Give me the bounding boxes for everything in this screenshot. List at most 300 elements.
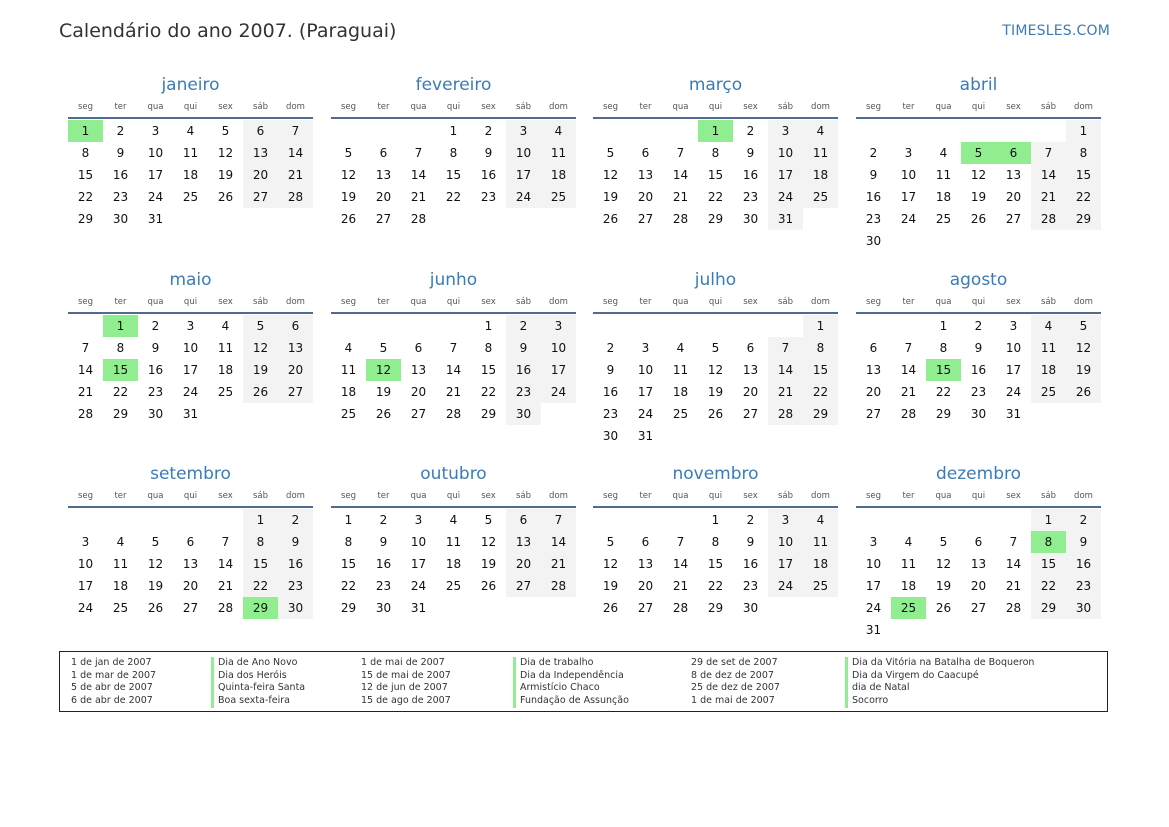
day-cell: 12 (147, 557, 164, 571)
day-cell: 7 (414, 146, 423, 160)
day-cell: 28 (1031, 208, 1066, 230)
day-cell: 20 (278, 359, 313, 381)
day-cell: 14 (672, 557, 689, 571)
empty-cell (891, 315, 926, 337)
weekday-label: qua (410, 491, 427, 501)
day-cell: 8 (1031, 531, 1066, 553)
day-cell: 2 (869, 146, 878, 160)
day-cell: 9 (746, 535, 755, 549)
day-cell: 3 (151, 124, 160, 138)
legend-dates-column (691, 657, 780, 708)
day-cell: 24 (865, 601, 882, 615)
day-cell: 27 (278, 381, 313, 403)
header-rule (593, 117, 838, 119)
day-cell: 25 (217, 385, 234, 399)
day-cell: 1 (939, 319, 948, 333)
month-name: janeiro (161, 75, 220, 95)
day-cell: 30 (112, 212, 129, 226)
month-janeiro (68, 72, 313, 230)
day-cell: 23 (742, 190, 759, 204)
day-cell: 18 (900, 579, 917, 593)
day-cell: 27 (410, 407, 427, 421)
day-cell: 5 (939, 535, 948, 549)
legend-holiday-name: Quinta-feira Santa (211, 682, 305, 695)
weekday-label: dom (811, 297, 830, 307)
day-cell: 15 (445, 168, 462, 182)
day-cell: 6 (506, 509, 541, 531)
weekday-label: ter (902, 297, 915, 307)
legend-names-column (513, 657, 629, 708)
weekday-label: ter (377, 102, 390, 112)
weekday-label: dom (1074, 297, 1093, 307)
weekday-label: ter (377, 297, 390, 307)
weekday-label: ter (902, 491, 915, 501)
day-cell: 4 (803, 509, 838, 531)
weekday-header (68, 487, 313, 505)
day-cell: 16 (480, 168, 497, 182)
day-cell: 6 (996, 142, 1031, 164)
days-grid (68, 120, 313, 230)
day-cell: 3 (1009, 319, 1018, 333)
day-cell: 23 (147, 385, 164, 399)
day-cell: 28 (410, 212, 427, 226)
day-cell: 10 (77, 557, 94, 571)
day-cell: 5 (379, 341, 388, 355)
month-name: maio (169, 270, 212, 290)
day-cell: 14 (541, 531, 576, 553)
day-cell: 26 (707, 407, 724, 421)
day-cell: 20 (637, 190, 654, 204)
weekday-label: sex (743, 297, 758, 307)
day-cell: 10 (768, 142, 803, 164)
empty-cell (663, 509, 698, 531)
weekday-label: sex (1006, 491, 1021, 501)
empty-cell (856, 509, 891, 531)
day-cell: 11 (900, 557, 917, 571)
legend-holiday-name: Dia de trabalho (513, 657, 629, 670)
day-cell: 6 (379, 146, 388, 160)
day-cell: 8 (803, 337, 838, 359)
day-cell: 3 (768, 120, 803, 142)
day-cell: 31 (865, 623, 882, 637)
day-cell: 9 (278, 531, 313, 553)
empty-cell (68, 509, 103, 531)
header-rule (68, 506, 313, 508)
day-cell: 18 (672, 385, 689, 399)
weekday-label: seg (865, 297, 882, 307)
weekday-label: qua (672, 491, 689, 501)
day-cell: 27 (742, 407, 759, 421)
day-cell: 8 (243, 531, 278, 553)
weekday-label: sáb (515, 297, 532, 307)
weekday-label: qui (183, 102, 198, 112)
day-cell: 10 (637, 363, 654, 377)
day-cell: 13 (410, 363, 427, 377)
day-cell: 26 (1066, 381, 1101, 403)
day-cell: 11 (541, 142, 576, 164)
header-rule (593, 312, 838, 314)
day-cell: 19 (1066, 359, 1101, 381)
day-cell: 1 (711, 513, 720, 527)
empty-cell (436, 315, 471, 337)
day-cell: 12 (970, 168, 987, 182)
weekday-label: sex (481, 297, 496, 307)
day-cell: 5 (221, 124, 230, 138)
day-cell: 9 (974, 341, 983, 355)
day-cell: 7 (676, 146, 685, 160)
day-cell: 1 (103, 315, 138, 337)
day-cell: 10 (147, 146, 164, 160)
day-cell: 11 (445, 535, 462, 549)
day-cell: 14 (1005, 557, 1022, 571)
days-grid (593, 315, 838, 447)
day-cell: 1 (1066, 120, 1101, 142)
weekday-label: qua (672, 297, 689, 307)
day-cell: 7 (449, 341, 458, 355)
day-cell: 31 (147, 212, 164, 226)
empty-cell (138, 509, 173, 531)
day-cell: 10 (865, 557, 882, 571)
day-cell: 7 (541, 509, 576, 531)
weekday-label: ter (639, 491, 652, 501)
day-cell: 14 (900, 363, 917, 377)
day-cell: 26 (970, 212, 987, 226)
day-cell: 4 (803, 120, 838, 142)
day-cell: 20 (410, 385, 427, 399)
weekday-label: sáb (515, 102, 532, 112)
day-cell: 17 (77, 579, 94, 593)
weekday-label: sáb (252, 491, 269, 501)
day-cell: 22 (112, 385, 129, 399)
day-cell: 9 (379, 535, 388, 549)
day-cell: 19 (602, 579, 619, 593)
legend-date: 6 de abr de 2007 (71, 695, 153, 707)
weekday-label: qui (971, 491, 986, 501)
weekday-label: ter (639, 297, 652, 307)
weekday-label: seg (77, 491, 94, 501)
day-cell: 29 (112, 407, 129, 421)
day-cell: 4 (904, 535, 913, 549)
weekday-label: sáb (777, 102, 794, 112)
day-cell: 25 (112, 601, 129, 615)
weekday-label: dom (286, 297, 305, 307)
day-cell: 28 (900, 407, 917, 421)
day-cell: 19 (602, 190, 619, 204)
day-cell: 23 (865, 212, 882, 226)
month-name: dezembro (936, 464, 1021, 484)
weekday-label: sex (481, 491, 496, 501)
day-cell: 21 (217, 579, 234, 593)
day-cell: 3 (641, 341, 650, 355)
day-cell: 13 (506, 531, 541, 553)
month-setembro (68, 461, 313, 619)
days-grid (68, 509, 313, 619)
day-cell: 24 (506, 186, 541, 208)
day-cell: 30 (147, 407, 164, 421)
day-cell: 6 (746, 341, 755, 355)
empty-cell (961, 509, 996, 531)
weekday-label: qua (410, 102, 427, 112)
day-cell: 4 (344, 341, 353, 355)
weekday-label: sáb (1040, 102, 1057, 112)
day-cell: 19 (340, 190, 357, 204)
day-cell: 15 (707, 168, 724, 182)
day-cell: 31 (768, 208, 803, 230)
day-cell: 4 (116, 535, 125, 549)
legend-names-column (211, 657, 305, 708)
day-cell: 2 (606, 341, 615, 355)
day-cell: 22 (77, 190, 94, 204)
legend-date: 1 de mai de 2007 (361, 657, 445, 668)
day-cell: 23 (112, 190, 129, 204)
day-cell: 15 (103, 359, 138, 381)
days-grid (331, 120, 576, 230)
day-cell: 30 (602, 429, 619, 443)
day-cell: 24 (147, 190, 164, 204)
empty-cell (628, 120, 663, 142)
day-cell: 24 (768, 575, 803, 597)
day-cell: 5 (243, 315, 278, 337)
weekday-header (593, 98, 838, 116)
day-cell: 16 (375, 557, 392, 571)
month-fevereiro (331, 72, 576, 230)
legend-date: 1 de jan de 2007 (71, 657, 152, 668)
day-cell: 13 (637, 168, 654, 182)
day-cell: 12 (243, 337, 278, 359)
weekday-label: dom (286, 491, 305, 501)
day-cell: 28 (672, 212, 689, 226)
day-cell: 6 (974, 535, 983, 549)
holiday-legend (59, 651, 1108, 712)
day-cell: 11 (803, 142, 838, 164)
day-cell: 28 (768, 403, 803, 425)
empty-cell (1031, 120, 1066, 142)
day-cell: 1 (449, 124, 458, 138)
brand-link[interactable]: TIMESLES.COM (1002, 23, 1110, 39)
legend-holiday-name: Boa sexta-feira (211, 695, 305, 708)
day-cell: 19 (147, 579, 164, 593)
day-cell: 7 (768, 337, 803, 359)
day-cell: 25 (340, 407, 357, 421)
day-cell: 29 (480, 407, 497, 421)
header-rule (331, 117, 576, 119)
day-cell: 26 (243, 381, 278, 403)
weekday-label: seg (340, 297, 357, 307)
day-cell: 18 (803, 553, 838, 575)
weekday-label: ter (639, 102, 652, 112)
day-cell: 12 (366, 359, 401, 381)
legend-holiday-name: Dia da Independência (513, 670, 629, 683)
day-cell: 13 (278, 337, 313, 359)
weekday-header (593, 487, 838, 505)
weekday-label: qua (935, 491, 952, 501)
header-rule (331, 506, 576, 508)
day-cell: 8 (1066, 142, 1101, 164)
legend-date: 5 de abr de 2007 (71, 682, 153, 694)
day-cell: 14 (768, 359, 803, 381)
day-cell: 18 (340, 385, 357, 399)
day-cell: 10 (182, 341, 199, 355)
month-março (593, 72, 838, 230)
day-cell: 15 (1066, 164, 1101, 186)
header-rule (331, 312, 576, 314)
day-cell: 18 (182, 168, 199, 182)
day-cell: 9 (116, 146, 125, 160)
day-cell: 5 (344, 146, 353, 160)
day-cell: 29 (243, 597, 278, 619)
day-cell: 23 (278, 575, 313, 597)
day-cell: 18 (112, 579, 129, 593)
weekday-label: seg (865, 102, 882, 112)
day-cell: 21 (410, 190, 427, 204)
day-cell: 13 (243, 142, 278, 164)
day-cell: 25 (672, 407, 689, 421)
day-cell: 26 (935, 601, 952, 615)
day-cell: 20 (637, 579, 654, 593)
day-cell: 26 (217, 190, 234, 204)
day-cell: 17 (410, 557, 427, 571)
day-cell: 22 (445, 190, 462, 204)
day-cell: 28 (217, 601, 234, 615)
day-cell: 14 (410, 168, 427, 182)
day-cell: 20 (865, 385, 882, 399)
weekday-label: sex (481, 102, 496, 112)
day-cell: 5 (606, 146, 615, 160)
day-cell: 31 (637, 429, 654, 443)
day-cell: 2 (151, 319, 160, 333)
weekday-label: qua (935, 297, 952, 307)
day-cell: 16 (602, 385, 619, 399)
day-cell: 27 (506, 575, 541, 597)
empty-cell (68, 315, 103, 337)
day-cell: 5 (711, 341, 720, 355)
weekday-label: ter (377, 491, 390, 501)
day-cell: 2 (484, 124, 493, 138)
day-cell: 19 (217, 168, 234, 182)
day-cell: 23 (602, 407, 619, 421)
weekday-label: sex (1006, 297, 1021, 307)
month-name: abril (959, 75, 998, 95)
weekday-label: ter (114, 102, 127, 112)
empty-cell (331, 120, 366, 142)
day-cell: 14 (1031, 164, 1066, 186)
day-cell: 4 (541, 120, 576, 142)
header-rule (593, 506, 838, 508)
day-cell: 1 (1031, 509, 1066, 531)
empty-cell (628, 315, 663, 337)
day-cell: 27 (375, 212, 392, 226)
weekday-label: qui (971, 297, 986, 307)
empty-cell (593, 315, 628, 337)
day-cell: 17 (768, 553, 803, 575)
day-cell: 16 (742, 168, 759, 182)
day-cell: 7 (676, 535, 685, 549)
day-cell: 13 (742, 363, 759, 377)
day-cell: 17 (900, 190, 917, 204)
day-cell: 8 (449, 146, 458, 160)
weekday-label: qua (672, 102, 689, 112)
day-cell: 3 (904, 146, 913, 160)
day-cell: 3 (414, 513, 423, 527)
weekday-label: seg (340, 102, 357, 112)
day-cell: 9 (506, 337, 541, 359)
day-cell: 28 (1005, 601, 1022, 615)
page-title: Calendário do ano 2007. (Paraguai) (59, 20, 397, 42)
day-cell: 9 (606, 363, 615, 377)
weekday-label: sex (743, 102, 758, 112)
day-cell: 3 (869, 535, 878, 549)
days-grid (331, 315, 576, 425)
day-cell: 18 (541, 164, 576, 186)
weekday-header (331, 98, 576, 116)
day-cell: 28 (445, 407, 462, 421)
days-grid (856, 120, 1101, 252)
day-cell: 25 (541, 186, 576, 208)
month-novembro (593, 461, 838, 619)
day-cell: 11 (803, 531, 838, 553)
weekday-label: seg (602, 491, 619, 501)
empty-cell (663, 315, 698, 337)
days-grid (856, 315, 1101, 425)
day-cell: 29 (803, 403, 838, 425)
weekday-label: seg (77, 297, 94, 307)
day-cell: 2 (379, 513, 388, 527)
day-cell: 26 (480, 579, 497, 593)
day-cell: 16 (970, 363, 987, 377)
empty-cell (996, 120, 1031, 142)
legend-holiday-name: Armistício Chaco (513, 682, 629, 695)
day-cell: 1 (243, 509, 278, 531)
day-cell: 8 (116, 341, 125, 355)
weekday-label: dom (549, 102, 568, 112)
day-cell: 25 (803, 575, 838, 597)
day-cell: 10 (1005, 341, 1022, 355)
legend-holiday-name: Fundação de Assunção (513, 695, 629, 708)
day-cell: 18 (445, 557, 462, 571)
header-rule (856, 117, 1101, 119)
day-cell: 2 (746, 513, 755, 527)
day-cell: 13 (637, 557, 654, 571)
day-cell: 13 (865, 363, 882, 377)
day-cell: 10 (506, 142, 541, 164)
day-cell: 13 (375, 168, 392, 182)
day-cell: 2 (278, 509, 313, 531)
day-cell: 19 (243, 359, 278, 381)
day-cell: 4 (939, 146, 948, 160)
day-cell: 5 (961, 142, 996, 164)
day-cell: 29 (340, 601, 357, 615)
empty-cell (891, 509, 926, 531)
day-cell: 24 (182, 385, 199, 399)
day-cell: 4 (449, 513, 458, 527)
empty-cell (401, 315, 436, 337)
legend-dates-column (361, 657, 451, 708)
empty-cell (593, 509, 628, 531)
day-cell: 26 (375, 407, 392, 421)
empty-cell (628, 509, 663, 531)
month-outubro (331, 461, 576, 619)
weekday-label: qui (183, 491, 198, 501)
day-cell: 11 (112, 557, 129, 571)
day-cell: 25 (803, 186, 838, 208)
weekday-label: qui (708, 491, 723, 501)
day-cell: 27 (243, 186, 278, 208)
day-cell: 21 (541, 553, 576, 575)
month-julho (593, 267, 838, 447)
day-cell: 6 (641, 146, 650, 160)
day-cell: 11 (217, 341, 234, 355)
weekday-label: dom (549, 491, 568, 501)
